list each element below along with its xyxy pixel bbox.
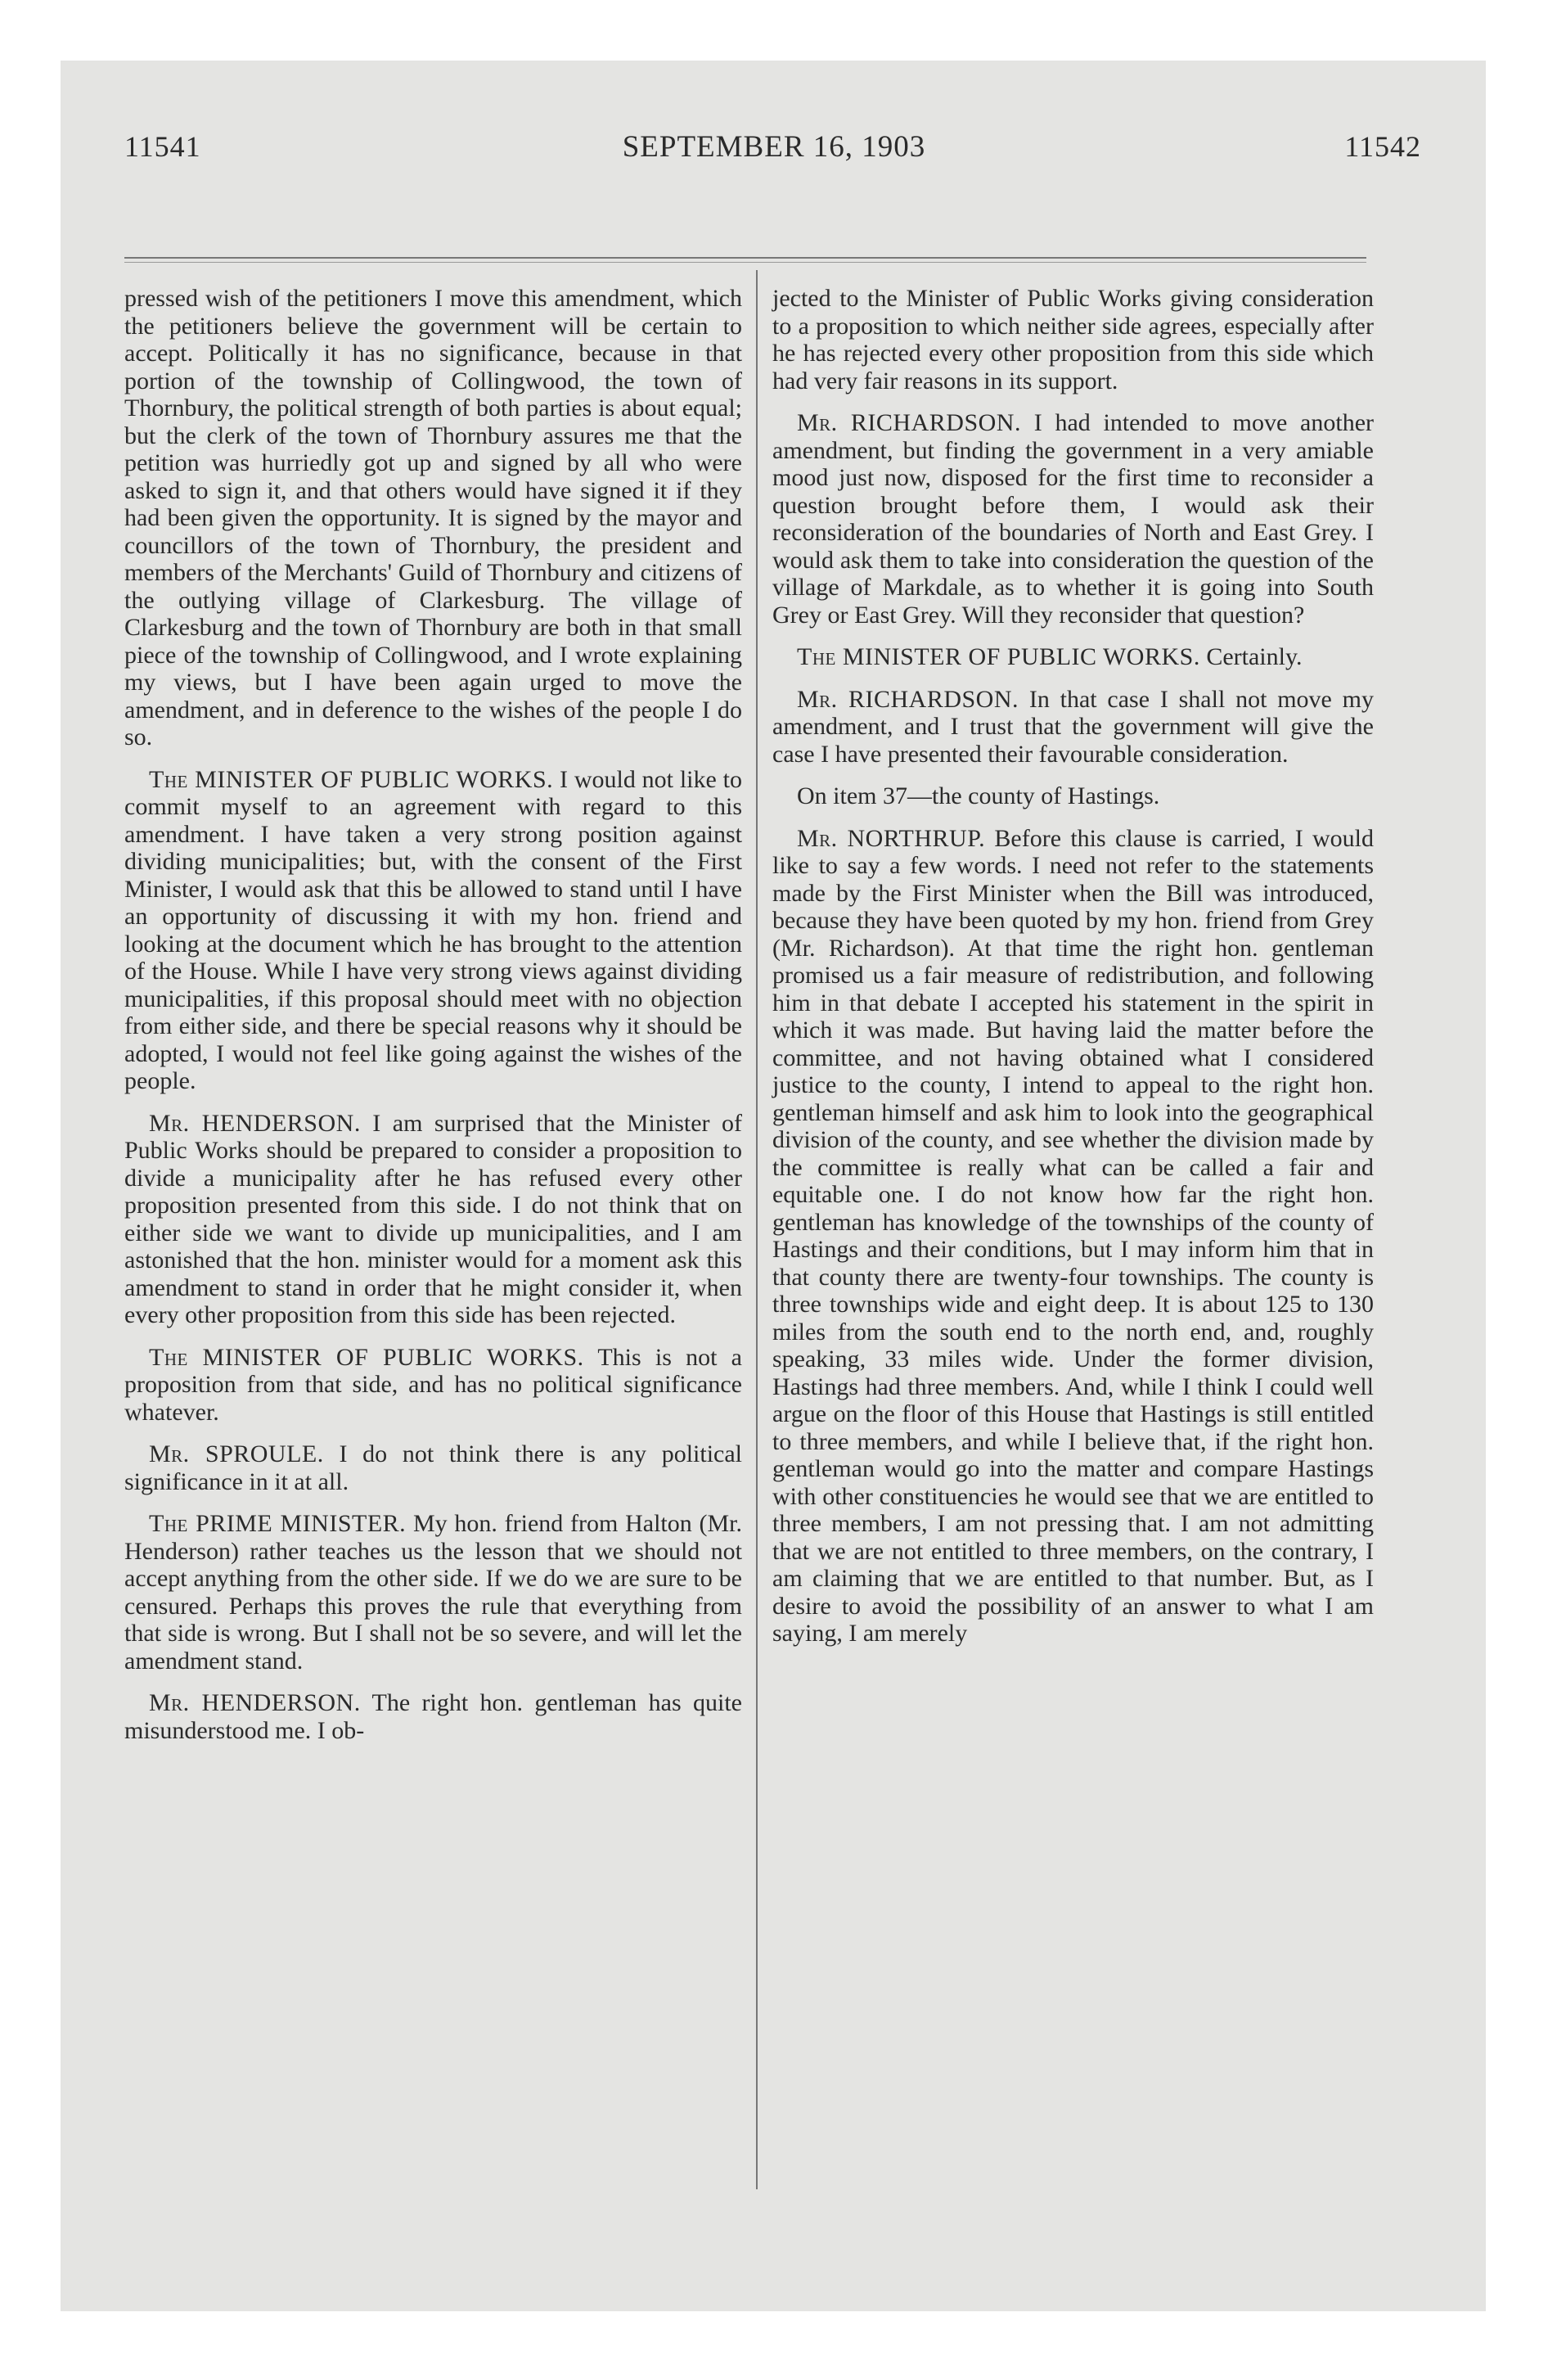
paragraph [772, 643, 1374, 671]
page-date: SEPTEMBER 16, 1903 [622, 130, 926, 164]
paragraph-text: My hon. friend from Halton (Mr. Henderson) rather teaches us the lesson that we should not accept anything from the other side. If we do we are sure to be censured. Perhaps this proves the rule that everything from that side is wrong. But I shall not be so severe, and will let the amendment stand. [124, 1510, 743, 1675]
running-header [0, 129, 1548, 178]
paragraph [772, 686, 1374, 769]
speaker-name: The MINISTER OF PUBLIC WORKS. [797, 643, 1200, 670]
paragraph-text: I would not like to commit myself to an agreement with regard to this amendment. I have taken a very strong position against dividing municipalities; but, with the consent of the First Minister, I would ask that this be allowed to stand until I have an opportunity of discussing it with my hon. friend and looking at the document which he has brought to the attention of the House. While I have very strong views against dividing municipalities, if this proposal should meet with no objection from either side, and there be special reasons why it should be adopted, I would not feel like going against the wishes of the people. [124, 765, 742, 1094]
right-column [772, 285, 1374, 1662]
paragraph-text: In that case I shall not move my amendment, and I trust that the government will give the case I have presented their favourable consideration. [772, 685, 1374, 768]
header-rule-thin [124, 262, 1366, 263]
speaker-name: The MINISTER OF PUBLIC WORKS. [149, 765, 554, 793]
header-rule [124, 257, 1366, 259]
paragraph [124, 1689, 742, 1744]
paragraph [124, 1110, 742, 1329]
speaker-name: Mr. HENDERSON. [149, 1689, 361, 1716]
speaker-name: Mr. RICHARDSON. [797, 685, 1019, 713]
speaker-name: Mr. HENDERSON. [149, 1109, 361, 1137]
speaker-name: The PRIME MINISTER. [149, 1510, 407, 1537]
paragraph-text: I do not think there is any political significance in it at all. [124, 1440, 742, 1495]
paragraph-text: Before this clause is carried, I would like to say a few words. I need not refer to the statements made by the First Minister when the Bill was introduced, because they have been quoted by my hon. friend from Grey (Mr. Richardson). At that time the right hon. gentleman promised us a fair measure of redistribution, and following him in that debate I accepted his statement in the spirit in which it was made. But having laid the matter before the committee, and not having obtained what I considered justice to the county, I intend to appeal to the right hon. gentleman himself and ask him to look into the geographical division of the county, and see whether the division made by the committee is really what can be called a fair and equitable one. I do not know how far the right hon. gentleman has knowledge of the townships of the county of Hastings and their conditions, but I may inform him that in that county there are twenty-four townships. The county is three townships wide and eight deep. It is about 125 to 130 miles from the south end to the north end, and, roughly speaking, 33 miles wide. Under the former division, Hastings had three members. And, while I think I could well argue on the floor of this House that Hastings is still entitled to three members, and while I believe that, if the right hon. gentleman would go into the matter and compare Hastings with other constituencies he would see that we are entitled to three members, I am not pressing that. I am not admitting that we are not entitled to three members, on the contrary, I am claiming that we are entitled to that number. But, as I desire to avoid the possibility of an answer to what I am saying, I am merely [772, 824, 1375, 1647]
paragraph [772, 285, 1374, 394]
paragraph-text: Certainly. [1206, 643, 1303, 670]
paragraph [124, 1440, 742, 1495]
paragraph [124, 1344, 742, 1427]
speaker-name: The MINISTER OF PUBLIC WORKS. [149, 1343, 584, 1371]
page-number-right: 11542 [1344, 130, 1421, 163]
paragraph [772, 825, 1374, 1648]
left-column [124, 285, 742, 1759]
page-number-left: 11541 [124, 130, 201, 163]
speaker-name: Mr. RICHARDSON. [797, 409, 1021, 436]
paragraph-text: jected to the Minister of Public Works giving consideration to a proposition to which neither side agrees, especially after he has rejected every other proposition from this side which had very fair reasons in its support. [772, 285, 1374, 394]
paragraph [124, 285, 742, 751]
paragraph [772, 409, 1374, 629]
paragraph-text: This is not a proposition from that side, and has no political significance whatever. [124, 1343, 742, 1426]
column-divider [756, 270, 758, 2189]
paragraph [124, 1510, 742, 1675]
item-heading [772, 782, 1374, 810]
paragraph-text: I had intended to move another amendment, but finding the government in a very amiable mood just now, disposed for the first time to reconsider a question brought before them, I would ask their reconsideration of the boundaries of North and East Grey. I would ask them to take into consideration the question of the village of Markdale, as to whether it is going into South Grey or East Grey. Will they reconsider that question? [772, 409, 1374, 629]
paragraph-text: The right hon. gentleman has quite misunderstood me. I ob- [124, 1689, 742, 1744]
paragraph-text: pressed wish of the petitioners I move this amendment, which the petitioners believe the government will be certain to accept. Politically it has no significance, because in that portion of the township of Collingwood, the town of Thornbury, the political strength of both parties is about equal; but the clerk of the town of Thornbury assures me that the petition was hurriedly got up and signed by all who were asked to sign it, and that others would have signed it if they had been given the opportunity. It is signed by the mayor and councillors of the town of Thornbury, the president and members of the Merchants' Guild of Thornbury and citizens of the outlying village of Clarkesburg. The village of Clarkesburg and the town of Thornbury are both in that small piece of the township of Collingwood, and I wrote explaining my views, but I have been again urged to move the amendment, and in deference to the wishes of the people I do so. [124, 285, 742, 751]
speaker-name: Mr. SPROULE. [149, 1440, 324, 1467]
paragraph-text: I am surprised that the Minister of Public Works should be prepared to consider a proposition to divide a municipality after he has refused every other proposition presented from this side. I do not think that on either side we want to divide up municipalities, and I am astonished that the hon. minister would for a moment ask this amendment to stand in order that he might consider it, when every other proposition from this side has been rejected. [124, 1109, 742, 1328]
paragraph-text: On item 37—the county of Hastings. [797, 782, 1160, 809]
speaker-name: Mr. NORTHRUP. [797, 824, 986, 852]
paragraph [124, 766, 742, 1095]
